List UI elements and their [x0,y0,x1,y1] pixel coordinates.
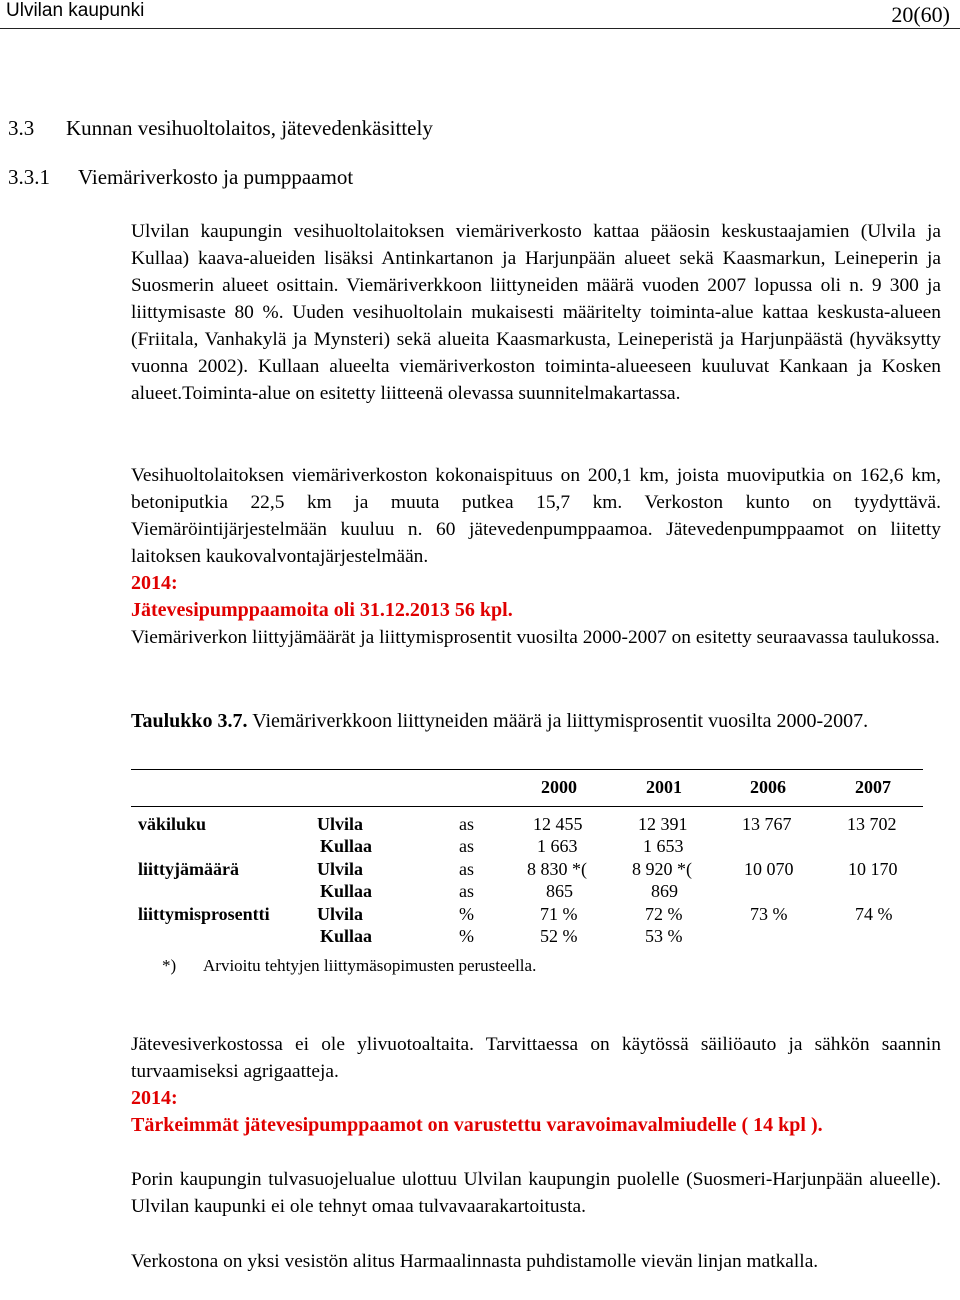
table-row-area: Kullaa [320,836,373,856]
table-intro-text: Viemäriverkon liittyjämäärät ja liittymisprosentit vuosilta 2000-2007 on esitetty seuraavassa taulukossa. [131,627,940,648]
table-cell: 71 % [540,904,578,924]
subsection-title: Viemäriverkosto ja pumppaamot [78,165,354,189]
table-top-rule [131,769,923,770]
table-cell: 72 % [645,904,683,924]
paragraph-overflow-basins [131,1031,941,1139]
table-cell: 73 % [750,904,788,924]
table-year-header: 2000 [541,777,577,797]
paragraph-network-length [131,462,941,651]
update-year-label: 2014: [131,1087,178,1109]
header-org-name: Ulvilan kaupunki [6,0,145,21]
table-year-header: 2001 [646,777,682,797]
table-cell: 13 702 [847,814,897,834]
table-cell: 869 [651,881,678,901]
table-year-header: 2006 [750,777,786,797]
subsection-number: 3.3.1 [8,165,50,189]
table-row-unit: % [459,926,474,946]
table-cell: 12 455 [533,814,583,834]
table-cell: 53 % [645,926,683,946]
table-row-area: Ulvila [317,904,364,924]
section-title: Kunnan vesihuoltolaitos, jätevedenkäsittely [66,116,433,140]
table-header-rule [131,806,923,807]
table-row-area: Kullaa [320,926,373,946]
table-row-area: Ulvila [317,814,364,834]
network-length-text: Vesihuoltolaitoksen viemäriverkoston kokonaispituus on 200,1 km, joista muoviputkia on 162,6 km, betoniputkia 22,5 km ja muuta putkea 15,7 km. Verkoston kunto on tyydyttävä. Viemäröintijärjestelmään kuuluu n. 60 jätevedenpumppaamoa. Jätevedenpumppaamot on liitetty laitoksen kaukovalvontajärjestelmään. [131,465,941,567]
section-number: 3.3 [8,116,35,140]
overflow-basins-text: Jätevesiverkostossa ei ole ylivuotoaltaita. Tarvittaessa on käytössä säiliöauto ja sähkön saannin turvaamiseksi agrigaatteja. [131,1034,941,1082]
table-caption [131,707,931,735]
table-row-group: liittymisprosentti [138,904,270,924]
table-cell: 74 % [855,904,893,924]
table-row-group: liittyjämäärä [138,859,239,879]
table-caption-label: Taulukko 3.7. [131,710,248,732]
table-row-area: Kullaa [320,881,373,901]
table-year-header: 2007 [855,777,891,797]
paragraph-flood-protection: Porin kaupungin tulvasuojelualue ulottuu Ulvilan kaupungin puolelle (Suosmeri-Harjunpään alueelle). Ulvilan kaupunki ei ole tehnyt omaa tulvavaarakartoitusta. [131,1169,941,1217]
table-cell: 13 767 [742,814,792,834]
update-backup-power: Tärkeimmät jätevesipumppaamot on varustettu varavoimavalmiudelle ( 14 kpl ). [131,1114,823,1136]
table-row-unit: as [459,836,474,856]
table-row-area: Ulvila [317,859,364,879]
table-cell: 1 653 [643,836,684,856]
table-cell: 12 391 [638,814,688,834]
table-row-group: väkiluku [138,814,207,834]
section-heading [8,116,433,141]
table-cell: 52 % [540,926,578,946]
table-row-unit: as [459,881,474,901]
page-number: 20(60) [891,2,950,27]
table-cell: 8 830 *( [527,859,587,879]
table-cell: 8 920 *( [632,859,692,879]
table-footnote-mark: *) [162,956,177,975]
table-caption-text: Viemäriverkkoon liittyneiden määrä ja liittymisprosentit vuosilta 2000-2007. [252,710,869,732]
paragraph-network-coverage: Ulvilan kaupungin vesihuoltolaitoksen viemäriverkosto kattaa pääosin keskustaajamien (Ulvila ja Kullaa) kaava-alueiden lisäksi Antinkartanon ja Harjunpään alueet sekä Kaasmarkun, Leineperin ja Suosmerin alueet osittain. Viemäriverkkoon liittyneiden määrä vuoden 2007 lopussa oli n. 9 300 ja liittymisaste 80 %. Uuden vesihuoltolain mukaisesti määritelty toiminta-alue kattaa keskusta-alueen (Friitala, Vanhakylä ja Mynsteri) sekä alueita Kaasmarkusta, Leineperistä ja Harjunpäästä (hyväksytty vuonna 2002). Kullaan alueelta viemäriverkoston toiminta-alueeseen kuuluvat Kankaan ja Kosken alueet.Toiminta-alue on esitetty liitteenä olevassa suunnitelmakartassa. [131,221,941,404]
header-rule [0,28,960,29]
subsection-heading [8,165,353,190]
table-cell: 10 070 [744,859,794,879]
paragraph-water-crossing: Verkostona on yksi vesistön alitus Harmaalinnasta puhdistamolle vievän linjan matkalla. [131,1251,819,1272]
table-row-unit: as [459,859,474,879]
update-year-label: 2014: [131,572,178,594]
table-cell: 1 663 [537,836,578,856]
table-cell: 10 170 [848,859,898,879]
update-pumping-stations: Jätevesipumppaamoita oli 31.12.2013 56 kpl. [131,599,513,621]
table-cell: 865 [546,881,573,901]
table-row-unit: as [459,814,474,834]
table-footnote-text: Arvioitu tehtyjen liittymäsopimusten perusteella. [203,956,537,975]
table-row-unit: % [459,904,474,924]
